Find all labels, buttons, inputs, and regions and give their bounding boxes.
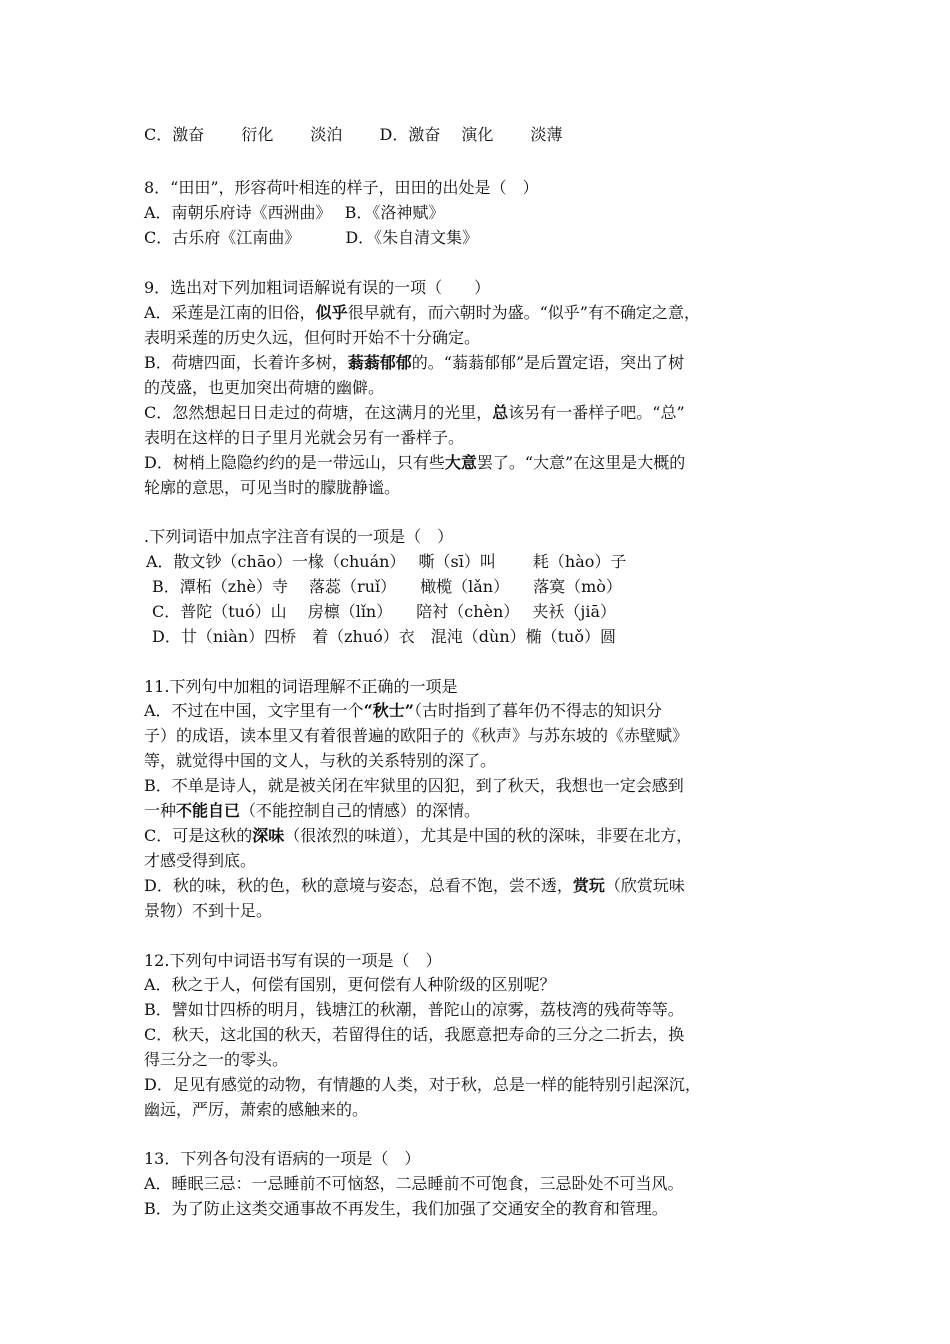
q13-option-a: A．睡眠三忌：一忌睡前不可恼怒，二忌睡前不可饱食，三忌卧处不可当风。 <box>144 1174 684 1193</box>
q10-option-d: D．廿（niàn）四桥 着（zhuó）衣 混沌（dùn）椭（tuǒ）圆 <box>152 627 616 646</box>
q13-option-b: B．为了防止这类交通事故不再发生，我们加强了交通安全的教育和管理。 <box>144 1199 668 1218</box>
q9-option-c: C．忽然想起日日走过的荷塘，在这满月的光里，总该另有一番样子吧。“总” <box>144 403 685 422</box>
q9-option-b-cont: 的茂盛，也更加突出荷塘的幽僻。 <box>144 378 385 397</box>
q12-option-a: A．秋之于人，何偿有国别，更何偿有人种阶级的区别呢？ <box>144 975 556 994</box>
q12-option-b: B．譬如廿四桥的明月，钱塘江的秋潮，普陀山的凉雾，荔枝湾的残荷等等。 <box>144 1000 684 1019</box>
q8-options-cd: C．古乐府《江南曲》 D．《朱自清文集》 <box>144 228 479 247</box>
q9-option-c-cont: 表明在这样的日子里月光就会另有一番样子。 <box>144 428 465 447</box>
q11-option-a: A．不过在中国，文字里有一个“秋士”（古时指到了暮年仍不得志的知识分 <box>144 701 662 720</box>
q12-stem: 12.下列句中词语书写有误的一项是（ ） <box>144 951 442 970</box>
q11-option-c: C．可是这秋的深味（很浓烈的味道），尤其是中国的秋的深味，非要在北方， <box>144 826 693 845</box>
q10-stem: .下列词语中加点字注音有误的一项是（ ） <box>144 527 454 546</box>
q10-option-c: C．普陀（tuó）山 房檩（lǐn） 陪衬（chèn） 夹袄（jiā） <box>152 602 616 621</box>
q7-options-cd: C．激奋 衍化 淡泊 D．激奋 演化 淡薄 <box>144 125 563 144</box>
q11-option-b: B．不单是诗人，就是被关闭在牢狱里的囚犯，到了秋天，我想也一定会感到 <box>144 776 684 795</box>
q11-option-d-cont: 景物）不到十足。 <box>144 901 273 920</box>
q8-stem: 8．“田田”，形容荷叶相连的样子，田田的出处是（ ） <box>144 178 539 197</box>
q11-option-a-cont2: 等，就觉得中国的文人，与秋的关系特别的深了。 <box>144 751 497 770</box>
q11-option-b-cont: 一种不能自已（不能控制自己的情感）的深情。 <box>144 801 481 820</box>
q10-option-a: A．散文钞（chāo）一椽（chuán） 嘶（sī）叫 耗（hào）子 <box>146 552 627 571</box>
q11-stem: 11.下列句中加粗的词语理解不正确的一项是 <box>144 677 458 696</box>
q9-option-d: D．树梢上隐隐约约的是一带远山，只有些大意罢了。“大意”在这里是大概的 <box>144 453 686 472</box>
q11-option-d: D．秋的味，秋的色，秋的意境与姿态，总看不饱，尝不透，赏玩（欣赏玩味 <box>144 876 685 895</box>
q11-option-a-cont: 子）的成语，读本里又有着很普遍的欧阳子的《秋声》与苏东坡的《赤壁赋》 <box>144 726 689 745</box>
q10-option-b: B．潭柘（zhè）寺 落蕊（ruǐ） 橄榄（lǎn） 落寞（mò） <box>152 577 622 596</box>
q12-option-c: C．秋天，这北国的秋天，若留得住的话，我愿意把寿命的三分之二折去，换 <box>144 1025 685 1044</box>
q13-stem: 13．下列各句没有语病的一项是（ ） <box>144 1149 421 1168</box>
q11-option-c-cont: 才感受得到底。 <box>144 851 257 870</box>
q12-option-c-cont: 得三分之一的零头。 <box>144 1050 289 1069</box>
q8-options-ab: A．南朝乐府诗《西洲曲》 B．《洛神赋》 <box>144 203 445 222</box>
q9-option-a-cont: 表明采莲的历史久远，但何时开始不十分确定。 <box>144 328 481 347</box>
q12-option-d: D．足见有感觉的动物，有情趣的人类，对于秋，总是一样的能特别引起深沉， <box>144 1075 701 1094</box>
q12-option-d-cont: 幽远，严厉，萧索的感触来的。 <box>144 1100 369 1119</box>
q9-stem: 9．选出对下列加粗词语解说有误的一项（ ） <box>144 278 491 297</box>
q9-option-d-cont: 轮廓的意思，可见当时的朦胧静谧。 <box>144 478 401 497</box>
q9-option-b: B．荷塘四面，长着许多树，蓊蓊郁郁的。“蓊蓊郁郁”是后置定语，突出了树 <box>144 353 685 372</box>
q9-option-a: A．采莲是江南的旧俗，似乎很早就有，而六朝时为盛。“似乎”有不确定之意， <box>144 303 700 322</box>
